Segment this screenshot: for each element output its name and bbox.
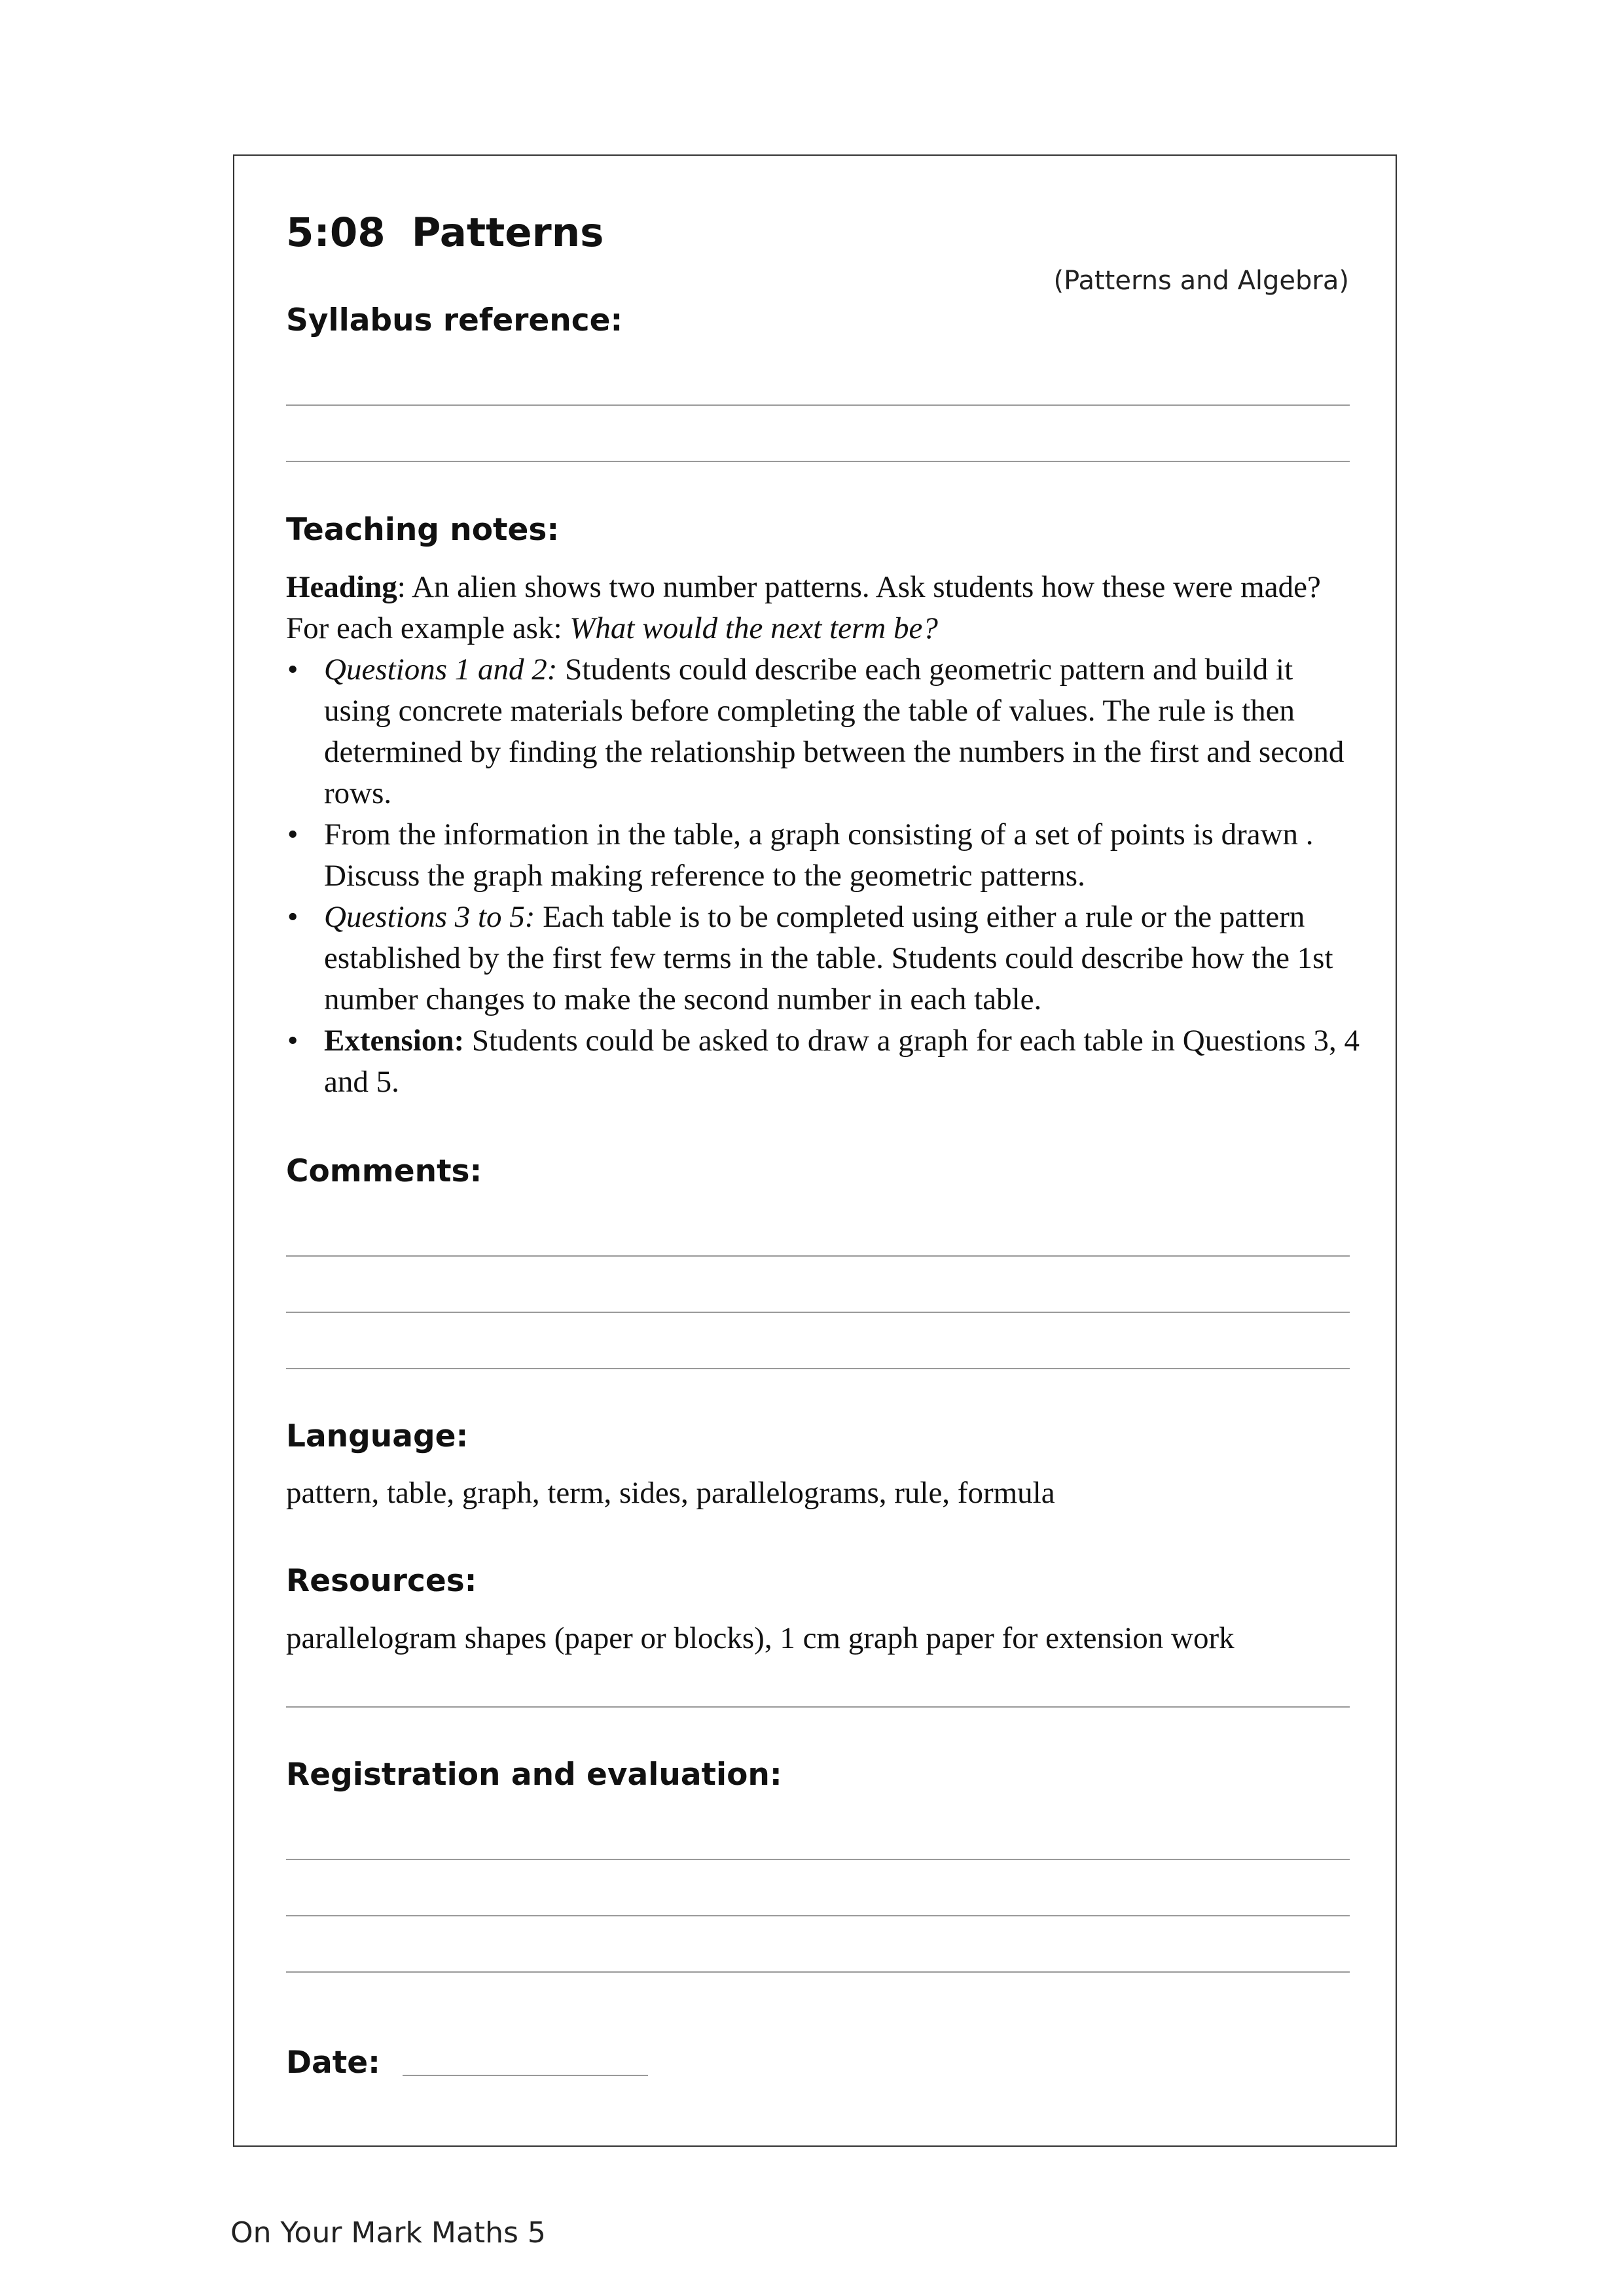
list-item bbox=[286, 814, 1360, 897]
comments-line-1 bbox=[286, 1255, 1350, 1257]
bullet-text: Each table is to be completed using either a rule or the pattern established by the first few terms in the table. Students could describe how the 1st number changes to make the second number in each table. bbox=[324, 900, 1333, 1016]
registration-heading: Registration and evaluation: bbox=[286, 1757, 782, 1793]
syllabus-line-2 bbox=[286, 461, 1350, 462]
bullet-glyph: • bbox=[287, 1024, 298, 1058]
page-frame bbox=[233, 154, 1397, 2147]
page-title bbox=[286, 209, 604, 256]
resources-heading: Resources: bbox=[286, 1563, 477, 1599]
syllabus-heading: Syllabus reference: bbox=[286, 302, 623, 338]
bullet-glyph: • bbox=[287, 817, 298, 852]
list-item bbox=[286, 897, 1360, 1020]
section-name: Patterns bbox=[411, 209, 604, 256]
comments-heading: Comments: bbox=[286, 1153, 482, 1189]
list-item bbox=[286, 649, 1360, 814]
language-heading: Language: bbox=[286, 1418, 469, 1454]
bullet-text: Students could describe each geometric pattern and build it using concrete materials before completing the table of values. The rule is then determined by finding the relationship between the numbers in the first and second rows. bbox=[324, 653, 1344, 810]
date-line bbox=[403, 2075, 648, 2076]
bullet-lead: Questions 3 to 5: bbox=[324, 900, 535, 934]
intro-question: What would the next term be? bbox=[569, 611, 938, 645]
bullet-text: Students could be asked to draw a graph for each table in Questions 3, 4 and 5. bbox=[324, 1024, 1360, 1099]
teaching-intro bbox=[286, 567, 1360, 649]
footer-text: On Your Mark Maths 5 bbox=[230, 2216, 546, 2250]
bullet-glyph: • bbox=[287, 653, 298, 687]
bullet-lead: Questions 1 and 2: bbox=[324, 653, 558, 687]
registration-line-1 bbox=[286, 1859, 1350, 1860]
strand-label: (Patterns and Algebra) bbox=[1053, 266, 1349, 296]
teaching-notes-body bbox=[286, 567, 1360, 1103]
comments-line-3 bbox=[286, 1368, 1350, 1369]
teaching-bullets bbox=[286, 649, 1360, 1103]
intro-bold: Heading bbox=[286, 570, 397, 604]
language-text: pattern, table, graph, term, sides, parallelograms, rule, formula bbox=[286, 1476, 1055, 1510]
bullet-lead: Extension: bbox=[324, 1024, 465, 1058]
list-item bbox=[286, 1020, 1360, 1103]
date-label: Date: bbox=[286, 2045, 380, 2081]
bullet-text: From the information in the table, a graph consisting of a set of points is drawn . Discuss the graph making reference to the geometric patterns. bbox=[324, 817, 1314, 893]
resources-text: parallelogram shapes (paper or blocks), 1 cm graph paper for extension work bbox=[286, 1621, 1235, 1655]
bullet-glyph: • bbox=[287, 900, 298, 934]
teaching-notes-heading: Teaching notes: bbox=[286, 512, 560, 548]
section-number: 5:08 bbox=[286, 209, 386, 256]
registration-line-2 bbox=[286, 1915, 1350, 1916]
registration-line-3 bbox=[286, 1971, 1350, 1973]
comments-line-2 bbox=[286, 1312, 1350, 1313]
intro-text: : An alien shows two number patterns. Ask students how these were made? For each example ask: bbox=[286, 570, 1321, 645]
syllabus-line-1 bbox=[286, 404, 1350, 406]
resources-line bbox=[286, 1706, 1350, 1708]
